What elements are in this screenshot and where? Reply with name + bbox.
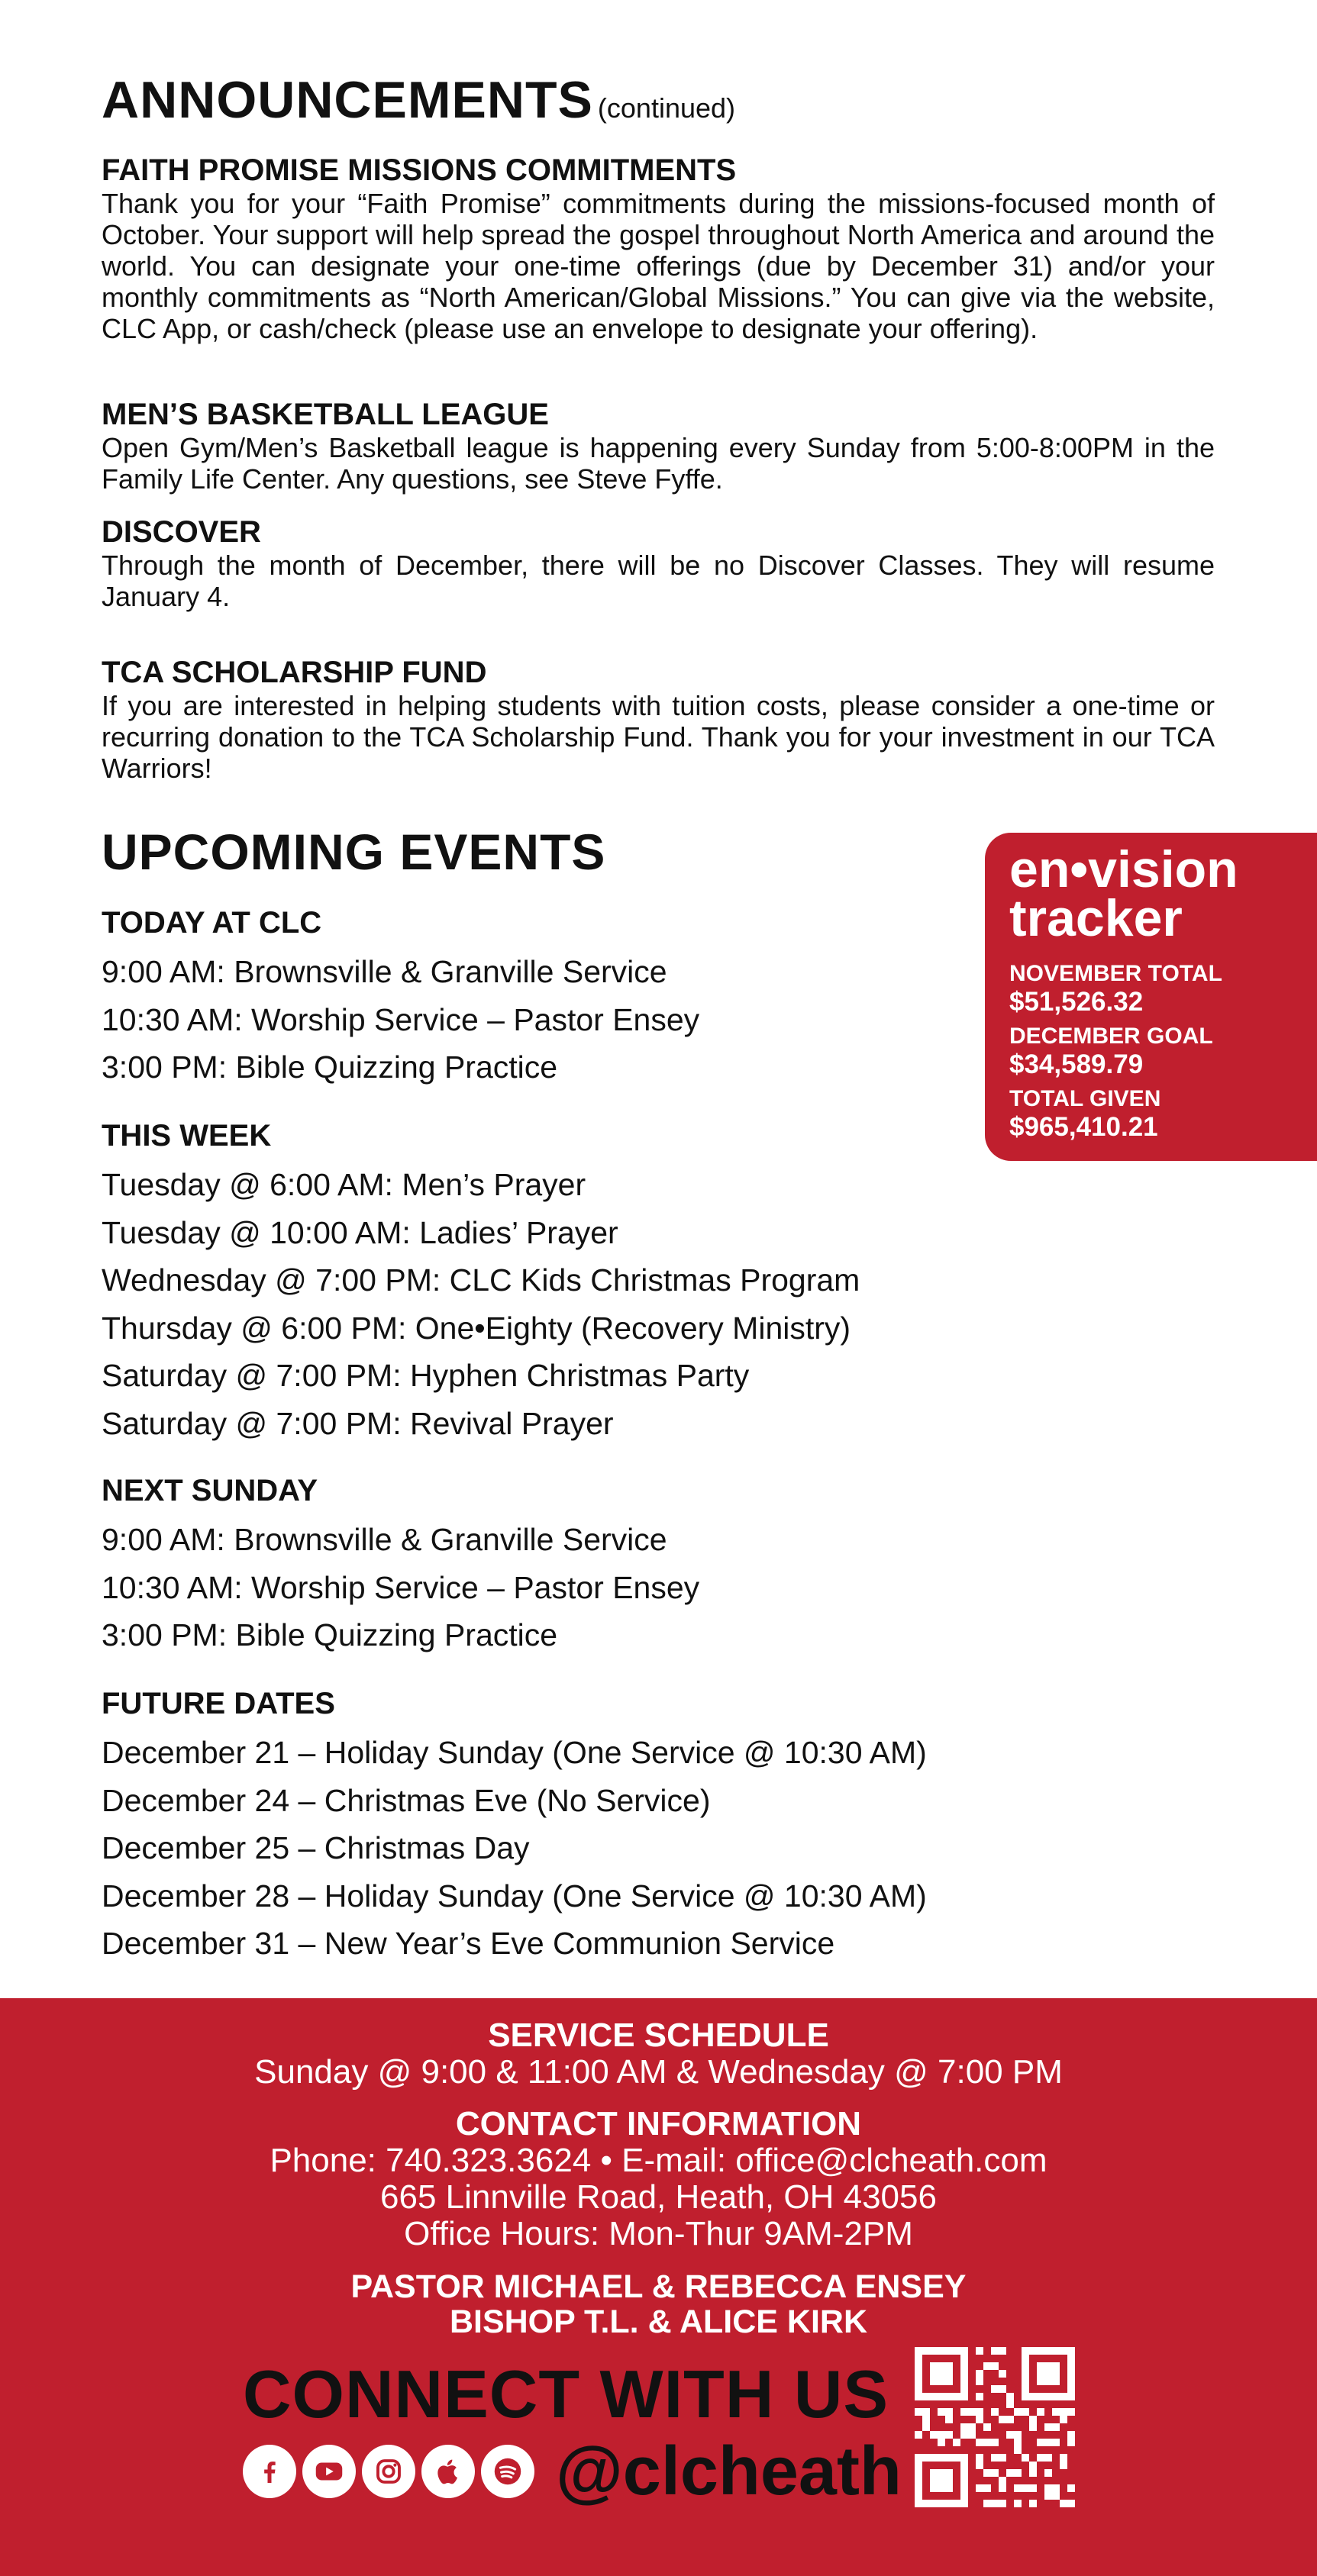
facebook-icon[interactable] [243, 2445, 296, 2498]
event-item: December 31 – New Year’s Eve Communion Service [102, 1926, 835, 1961]
tracker-stat-value: $965,410.21 [1009, 1112, 1158, 1142]
events-list [102, 948, 1094, 1091]
tracker-brand [1009, 840, 1238, 947]
contact-hours: Office Hours: Mon-Thur 9AM-2PM [404, 2215, 913, 2252]
apple-icon[interactable] [421, 2445, 475, 2498]
event-item: December 21 – Holiday Sunday (One Service @ 10:30 AM) [102, 1735, 927, 1770]
events-list [102, 1729, 1094, 1968]
upcoming-events-title: UPCOMING EVENTS [102, 824, 606, 880]
event-item: December 24 – Christmas Eve (No Service) [102, 1782, 711, 1818]
spotify-icon[interactable] [481, 2445, 534, 2498]
event-item: 9:00 AM: Brownsville & Granville Service [102, 954, 667, 989]
announcement-basketball [102, 397, 1215, 495]
event-item: December 28 – Holiday Sunday (One Service @ 10:30 AM) [102, 1878, 927, 1913]
event-item: 10:30 AM: Worship Service – Pastor Ensey [102, 1001, 700, 1037]
tracker-stat-label: DECEMBER GOAL [1009, 1024, 1213, 1049]
tracker-stat-total-given [1009, 1086, 1160, 1143]
event-item: 3:00 PM: Bible Quizzing Practice [102, 1049, 558, 1085]
instagram-icon[interactable] [362, 2445, 415, 2498]
event-item: 9:00 AM: Brownsville & Granville Service [102, 1522, 667, 1557]
qr-code-graphic [915, 2347, 1075, 2507]
announcement-heading: TCA SCHOLARSHIP FUND [102, 656, 487, 689]
event-item: Wednesday @ 7:00 PM: CLC Kids Christmas Program [102, 1262, 860, 1298]
announcement-body: If you are interested in helping students with tuition costs, please consider a one-time or recurring donation to the TCA Scholarship Fund. Thank you for your investment in our TCA Warriors! [102, 690, 1215, 784]
service-schedule-heading: SERVICE SCHEDULE [488, 2017, 829, 2054]
tracker-stat-label: TOTAL GIVEN [1009, 1086, 1161, 1111]
announcement-heading: DISCOVER [102, 515, 261, 549]
youtube-icon[interactable] [302, 2445, 356, 2498]
tracker-stat-value: $51,526.32 [1009, 987, 1144, 1017]
event-item: Thursday @ 6:00 PM: One•Eighty (Recovery Ministry) [102, 1310, 851, 1346]
events-this-week [102, 1117, 1094, 1447]
events-future-dates [102, 1685, 1094, 1968]
event-item: December 25 – Christmas Day [102, 1830, 530, 1865]
events-next-sunday [102, 1472, 1094, 1659]
announcement-body: Thank you for your “Faith Promise” commitments during the missions-focused month of October. Your support will help spread the gospel throughout North America and around the world. You can designate your one-time offerings (due by December 31) and/or your monthly commitments as “North American/Global Missions.” You can give via the website, CLC App, or cash/check (please use an envelope to designate your offering). [102, 188, 1215, 344]
social-links [243, 2433, 902, 2510]
tracker-brand-line1: en•vision [1009, 840, 1238, 898]
announcement-body: Open Gym/Men’s Basketball league is happening every Sunday from 5:00-8:00PM in the Family Life Center. Any questions, see Steve Fyffe. [102, 432, 1215, 495]
event-item: Tuesday @ 6:00 AM: Men’s Prayer [102, 1167, 586, 1202]
events-section-heading: THIS WEEK [102, 1119, 272, 1153]
tracker-stat-value: $34,589.79 [1009, 1049, 1144, 1079]
announcement-tca-scholarship [102, 655, 1215, 784]
contact-phone-email: Phone: 740.323.3624 • E-mail: office@clcheath.com [270, 2142, 1047, 2179]
service-schedule-text: Sunday @ 9:00 & 11:00 AM & Wednesday @ 7:00 PM [254, 2053, 1063, 2091]
contact-address: 665 Linnville Road, Heath, OH 43056 [380, 2178, 937, 2216]
announcements-continued: (continued) [597, 92, 736, 124]
event-item: 10:30 AM: Worship Service – Pastor Ensey [102, 1569, 700, 1605]
announcement-faith-promise [102, 153, 1215, 344]
bishop-line: BISHOP T.L. & ALICE KIRK [449, 2304, 868, 2340]
social-handle: @clcheath [556, 2433, 902, 2510]
announcement-heading: MEN’S BASKETBALL LEAGUE [102, 398, 549, 431]
events-list [102, 1516, 1094, 1659]
event-item: 3:00 PM: Bible Quizzing Practice [102, 1617, 558, 1652]
connect-heading: CONNECT WITH US [243, 2356, 889, 2432]
tracker-stat-november [1009, 961, 1222, 1017]
pastor-line: PASTOR MICHAEL & REBECCA ENSEY [350, 2268, 967, 2305]
event-item: Tuesday @ 10:00 AM: Ladies’ Prayer [102, 1214, 618, 1250]
event-item: Saturday @ 7:00 PM: Revival Prayer [102, 1405, 614, 1441]
qr-code[interactable] [915, 2347, 1075, 2507]
announcements-title [102, 70, 735, 130]
tracker-stat-december-goal [1009, 1024, 1213, 1080]
announcements-title-text: ANNOUNCEMENTS [102, 71, 593, 129]
tracker-brand-line2: tracker [1009, 889, 1183, 947]
tracker-stat-label: NOVEMBER TOTAL [1009, 961, 1222, 986]
envision-tracker [985, 833, 1317, 1161]
events-section-heading: NEXT SUNDAY [102, 1474, 318, 1507]
announcement-body: Through the month of December, there will be no Discover Classes. They will resume January 4. [102, 550, 1215, 612]
events-list [102, 1161, 1094, 1447]
events-section-heading: FUTURE DATES [102, 1687, 335, 1720]
event-item: Saturday @ 7:00 PM: Hyphen Christmas Party [102, 1358, 750, 1393]
announcement-discover [102, 514, 1215, 612]
contact-heading: CONTACT INFORMATION [455, 2105, 862, 2142]
announcement-heading: FAITH PROMISE MISSIONS COMMITMENTS [102, 153, 737, 187]
events-today [102, 904, 1094, 1091]
events-section-heading: TODAY AT CLC [102, 906, 322, 940]
